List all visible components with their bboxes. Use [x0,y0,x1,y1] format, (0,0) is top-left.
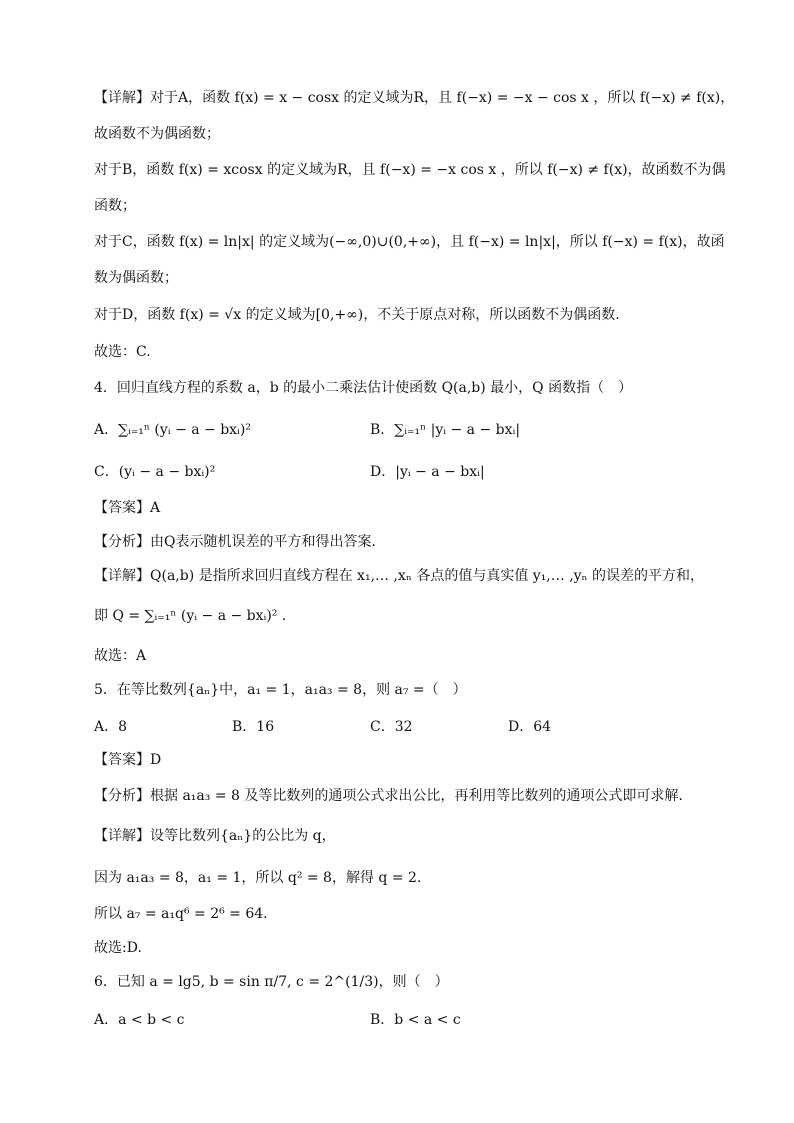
question-5: 5．在等比数列{aₙ}中，a₁ = 1，a₁a₃ = 8，则 a₇ =（ ） [94,682,467,698]
explanation-line-c: 对于C，函数 f(x) = ln|x| 的定义域为(−∞,0)∪(0,+∞)，且 f(−x) = ln|x|，所以 f(−x) = f(x)，故函 [94,234,725,250]
q4-selection: 故选：A [94,648,147,664]
explanation-line-a-cont: 故函数不为偶函数； [94,126,220,142]
q4-detail-1: 【详解】Q(a,b) 是指所求回归直线方程在 x₁,… ,xₙ 各点的值与真实值 y₁,… ,yₙ 的误差的平方和， [94,568,705,584]
q4-detail-2: 即 Q = ∑ᵢ₌₁ⁿ (yᵢ − a − bxᵢ)² . [94,608,287,624]
explanation-line-d: 对于D，函数 f(x) = √x 的定义域为[0,+∞)，不关于原点对称，所以函数不为偶函数. [94,307,620,323]
explanation-line-a: 【详解】对于A，函数 f(x) = x − cosx 的定义域为R，且 f(−x) = −x − cos x ，所以 f(−x) ≠ f(x)， [94,90,735,106]
q4-option-a: A．∑ᵢ₌₁ⁿ (yᵢ − a − bxᵢ)² [94,422,251,438]
q5-answer: 【答案】D [94,752,162,768]
q6-option-b: B．b < a < c [370,1012,461,1028]
q5-option-a: A．8 [94,719,128,735]
question-4: 4．回归直线方程的系数 a，b 的最小二乘法估计使函数 Q(a,b) 最小，Q 函数指（ ） [94,380,633,396]
q4-answer: 【答案】A [94,500,161,516]
explanation-line-c-cont: 数为偶函数； [94,270,178,286]
q4-option-b: B．∑ᵢ₌₁ⁿ |yᵢ − a − bxᵢ| [370,422,521,438]
q4-option-d: D．|yᵢ − a − bxᵢ| [370,464,485,480]
q5-option-b: B．16 [232,719,275,735]
q6-option-a: A．a < b < c [94,1012,185,1028]
q5-detail-2: 因为 a₁a₃ = 8，a₁ = 1，所以 q² = 8，解得 q = 2. [94,870,422,886]
q5-detail-1: 【详解】设等比数列{aₙ}的公比为 q， [94,828,336,844]
answer-choice-line: 故选：C. [94,344,151,360]
explanation-line-b-cont: 函数； [94,198,136,214]
q4-analysis: 【分析】由Q表示随机误差的平方和得出答案. [94,534,376,550]
question-6: 6．已知 a = lg5, b = sin π/7, c = 2^(1/3)，则（ ） [94,974,449,990]
q5-analysis: 【分析】根据 a₁a₃ = 8 及等比数列的通项公式求出公比，再利用等比数列的通项公式即可求解. [94,788,683,804]
q5-option-c: C．32 [370,719,413,735]
q5-detail-3: 所以 a₇ = a₁q⁶ = 2⁶ = 64. [94,906,268,922]
q5-selection: 故选:D. [94,940,142,956]
q5-option-d: D．64 [508,719,552,735]
explanation-line-b: 对于B，函数 f(x) = xcosx 的定义域为R，且 f(−x) = −x cos x ，所以 f(−x) ≠ f(x)，故函数不为偶 [94,162,726,178]
q4-option-c: C．(yᵢ − a − bxᵢ)² [94,464,216,480]
